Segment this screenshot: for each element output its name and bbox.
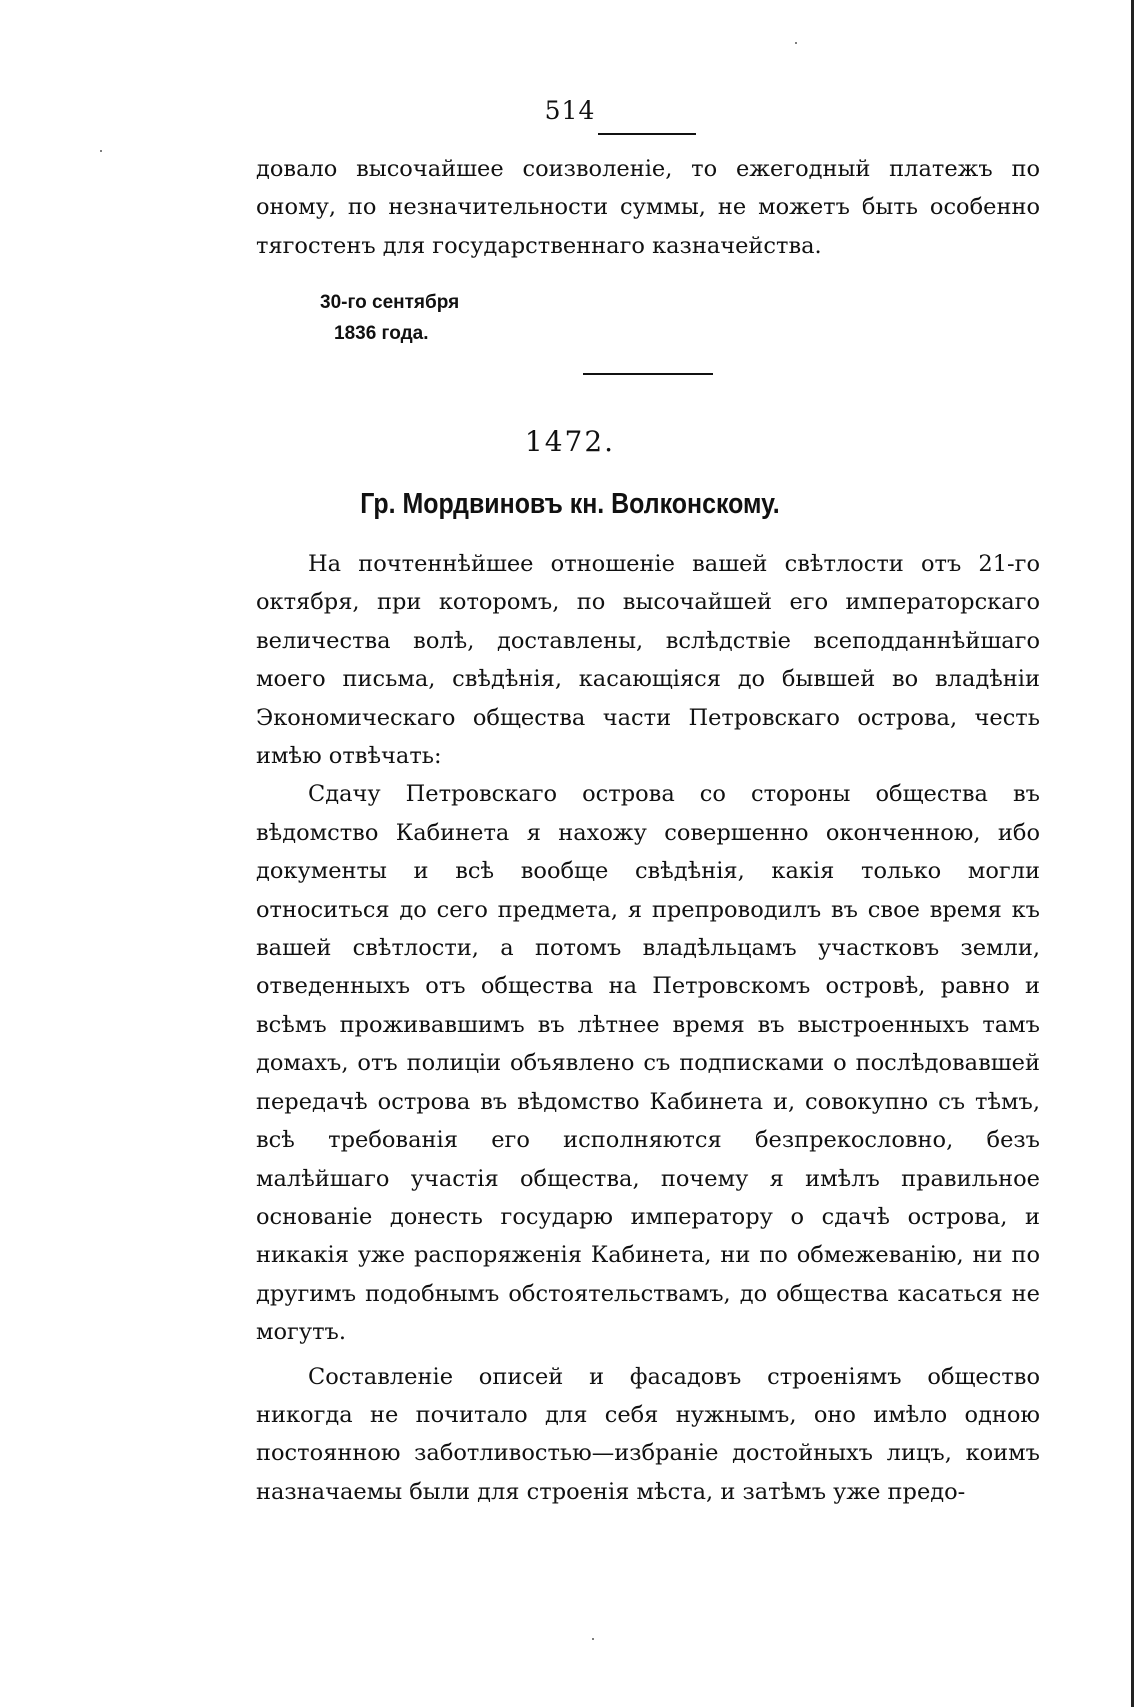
page-number: 514 (544, 96, 596, 125)
letter-paragraph-1: На почтеннѣйшее отношеніе вашей свѣтлости отъ 21-го октября, при которомъ, по высочайшей его императорскаго величества волѣ, доставлены, вслѣдствіе всеподданнѣйшаго моего письма, свѣдѣнія, касающіяся до бывшей во владѣніи Экономическаго общества части Петровскаго острова, честь имѣю отвѣчать: (256, 551, 1040, 770)
print-speck (795, 42, 797, 44)
page-edge-shadow (1131, 0, 1134, 1707)
continuation-block (256, 150, 1040, 265)
document-number: 1472. (524, 425, 616, 458)
document-heading: Гр. Мордвиновъ кн. Волконскому. (360, 488, 780, 520)
letter-body (256, 545, 1040, 1511)
page-number-underline (598, 133, 696, 135)
section-separator (583, 373, 713, 375)
print-speck (592, 1638, 594, 1640)
letter-paragraph-3: Составленіе описей и фасадовъ строеніямъ общество никогда не почитало для себя нужнымъ, оно имѣло одною постоянною заботливостью—избраніе достойныхъ лицъ, коимъ назначаемы были для строенія мѣста, и затѣмъ уже предо- (256, 1363, 1040, 1505)
dateline (320, 287, 459, 349)
print-speck (100, 150, 102, 152)
letter-paragraph-2: Сдачу Петровскаго острова со стороны общества въ вѣдомство Кабинета я нахожу совершенно оконченною, ибо документы и всѣ вообще свѣдѣнія, какія только могли относиться до сего предмета, я препроводилъ въ свое время къ вашей свѣтлости, а потомъ владѣльцамъ участковъ земли, отведенныхъ отъ общества на Петровскомъ островѣ, равно и всѣмъ проживавшимъ въ лѣтнее время въ выстроенныхъ тамъ домахъ, отъ полиціи объявлено съ подписками о послѣдовавшей передачѣ острова въ вѣдомство Кабинета и, совокупно съ тѣмъ, всѣ требованія его исполняются безпрекословно, безъ малѣйшаго участія общества, почему я имѣлъ правильное основаніе донесть государю императору о сдачѣ острова, и никакія уже распоряженія Кабинета, ни по обмежеванію, ни по другимъ подобнымъ обстоятельствамъ, до общества касаться не могутъ. (256, 781, 1040, 1346)
dateline-day: 30-го сентября (320, 292, 460, 313)
continuation-paragraph: довало высочайшее соизволеніе, то ежегодный платежъ по оному, по незначительности суммы, не можетъ быть особенно тягостенъ для государственнаго казначейства. (256, 156, 1040, 259)
dateline-year: 1836 года. (334, 323, 429, 344)
